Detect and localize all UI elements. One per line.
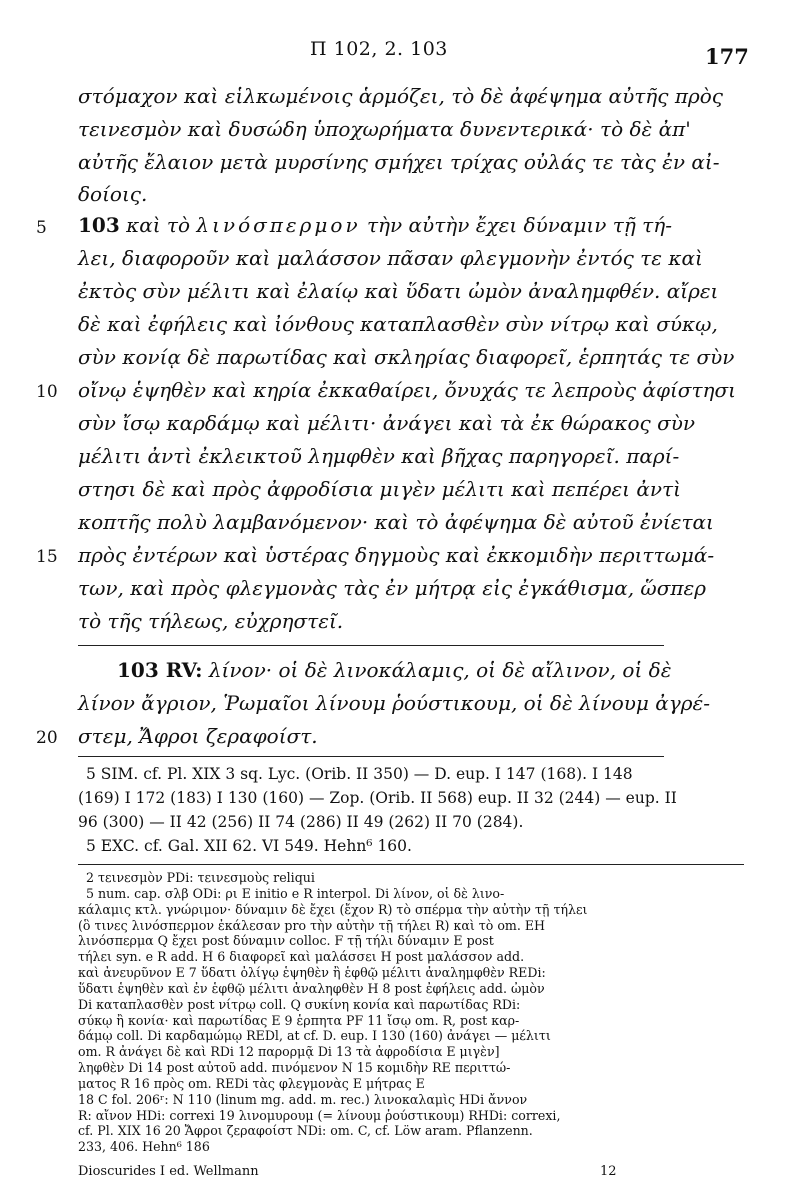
text-line: δοίοις. [78,182,148,206]
testimonia-line: 96 (300) — II 42 (256) II 74 (286) II 49 (262) II 70 (284). [78,813,524,831]
text-fragment: καὶ τὸ [126,213,191,237]
apparatus-line: ληφθὲν Di 14 post αὐτοῦ add. πινόμενον N 15 κομιδὴν RE περιττώ- [78,1060,511,1075]
rv-label: 103 RV: [117,658,203,682]
apparatus-line: cf. Pl. XIX 16 20 Ἄφροι ζεραφοίστ NDi: om. C, cf. Löw aram. Pflanzenn. [78,1123,533,1139]
rv-line: λίνον ἄγριον, Ῥωμαῖοι λίνουμ ῥούστικουμ, οἱ δὲ λίνουμ ἀγρέ- [78,691,710,715]
text-line: στόμαχον καὶ εἱλκωμένοις ἁρμόζει, τὸ δὲ ἀφέψημα αὐτῆς πρὸς [78,84,723,108]
apparatus-line: R: αἴνον HDi: correxi 19 λινομυρουμ (= λίνουμ ῥούστικουμ) RHDi: correxi, [78,1107,561,1123]
section-divider [78,864,744,865]
text-line: σὺν κονίᾳ δὲ παρωτίδας καὶ σκληρίας διαφορεῖ, ἑρπητάς τε σὺν [78,345,735,369]
text-line: αὐτῆς ἔλαιον μετὰ μυρσίνης σμήχει τρίχας οὐλάς τε τὰς ἐν αἰ- [78,150,720,174]
apparatus-line: λινόσπερμα Q ἔχει post δύναμιν colloc. F τῇ τήλι δύναμιν E post [78,933,494,949]
rv-text: λίνον· οἱ δὲ λινοκάλαμις, οἱ δὲ αἴλινον, οἱ δὲ [208,658,672,682]
text-line: πρὸς ἐντέρων καὶ ὑστέρας δηγμοὺς καὶ ἐκκομιδὴν περιττωμά- [78,543,715,567]
testimonia-line: 5 SIM. cf. Pl. XIX 3 sq. Lyc. (Orib. II 350) — D. eup. I 147 (168). I 148 [86,765,633,783]
line-number: 15 [36,547,58,567]
apparatus-line: 18 C fol. 206ʳ: N 110 (linum mg. add. m. rec.) λινοκαλαμὶς HDi ἄννον [78,1091,528,1107]
rv-line: στεμ, Ἄφροι ζεραφοίστ. [78,724,318,748]
apparatus-line: (ὃ τινες λινόσπερμον ἐκάλεσαν pro τὴν αὐτὴν τῇ τήλει R) καὶ τὸ om. EH [78,917,546,933]
lemma-spaced: λινόσπερμον [196,213,361,237]
apparatus-line: σύκῳ ἢ κονία· καὶ παρωτίδας E 9 ἑρπητα PF 11 ἴσῳ om. R, post καρ- [78,1012,520,1028]
section-divider [78,645,664,646]
apparatus-line: κάλαμις κτλ. γνώριμον· δύναμιν δὲ ἔχει (ἔχον R) τὸ σπέρμα τὴν αὐτὴν τῇ τήλει [78,901,588,917]
chapter-number: 103 [78,213,120,237]
text-line: σὺν ἴσῳ καρδάμῳ καὶ μέλιτι· ἀνάγει καὶ τὰ ἐκ θώρακος σὺν [78,411,696,435]
apparatus-line: 233, 406. Hehn⁶ 186 [78,1139,210,1155]
apparatus-line: τήλει syn. e R add. H 6 διαφορεῖ καὶ μαλάσσει H post μαλάσσον add. [78,949,525,965]
section-divider [78,756,664,757]
text-line: των, καὶ πρὸς φλεγμονὰς τὰς ἐν μήτρᾳ εἰς ἐγκάθισμα, ὥσπερ [78,576,707,600]
apparatus-line: ὕδατι ἑψηθὲν καὶ ἐν ἑφθῷ μέλιτι ἀναληφθὲν H 8 post ἐφήλεις add. ὠμὸν [78,980,545,996]
line-number: 20 [36,728,58,748]
text-line: ἐκτὸς σὺν μέλιτι καὶ ἐλαίῳ καὶ ὕδατι ὠμὸν ἀναλημφθέν. αἴρει [78,279,719,303]
footer-signature: Dioscurides I ed. Wellmann [78,1164,259,1179]
text-line: τεινεσμὸν καὶ δυσώδη ὑποχωρήματα δυνεντερικά· τὸ δὲ ἀπ' [78,117,691,141]
running-title: Π 102, 2. 103 [310,38,448,60]
line-number: 10 [36,382,58,402]
apparatus-line: καὶ ἀνευρῦνον E 7 ὕδατι ὀλίγῳ ἑψηθὲν ἢ ἑφθῷ μέλιτι ἀναλημφθὲν REDi: [78,965,546,980]
testimonia-line: (169) I 172 (183) I 130 (160) — Zop. (Orib. II 568) eup. II 32 (244) — eup. II [78,789,677,807]
text-line: τὸ τῆς τήλεως, εὐχρηστεῖ. [78,609,344,633]
line-number: 5 [36,218,47,238]
text-line: κοπτῆς πολὺ λαμβανόμενον· καὶ τὸ ἀφέψημα δὲ αὐτοῦ ἐνίεται [78,510,714,534]
text-line: λει, διαφοροῦν καὶ μαλάσσον πᾶσαν φλεγμονὴν ἐντός τε καὶ [78,246,703,270]
rv-line [117,658,777,682]
apparatus-line: 5 num. cap. σλβ ODi: ρι E initio e R interpol. Di λίνον, οἱ δὲ λινο- [86,885,505,901]
apparatus-line: Di καταπλασθὲν post νίτρῳ coll. Q συκίνη κονία καὶ παρωτίδας RDi: [78,996,521,1012]
footer-sheet-number: 12 [600,1164,617,1179]
text-line: στησι δὲ καὶ πρὸς ἀφροδίσια μιγὲν μέλιτι καὶ πεπέρει ἀντὶ [78,477,681,501]
apparatus-line: δάμῳ coll. Di καρδαμώμῳ REDl, at cf. D. eup. I 130 (160) ἀνάγει — μέλιτι [78,1028,551,1044]
text-line: δὲ καὶ ἐφήλεις καὶ ἰόνθους καταπλασθὲν σὺν νίτρῳ καὶ σύκῳ, [78,312,718,336]
apparatus-line: 2 τεινεσμὸν PDi: τεινεσμοὺς reliqui [86,870,315,885]
apparatus-line: ματος R 16 πρὸς om. REDi τὰς φλεγμονὰς E μήτρας E [78,1075,425,1091]
testimonia-line: 5 EXC. cf. Gal. XII 62. VI 549. Hehn⁶ 160. [86,837,412,855]
chapter-103-start [78,213,738,237]
text-line: οἴνῳ ἑψηθὲν καὶ κηρία ἐκκαθαίρει, ὄνυχάς τε λεπροὺς ἀφίστησι [78,378,736,402]
page-number: 177 [705,44,749,69]
text-fragment: τὴν αὐτὴν ἔχει δύναμιν τῇ τή- [366,213,672,237]
text-line: μέλιτι ἀντὶ ἐκλεικτοῦ λημφθὲν καὶ βῆχας παρηγορεῖ. παρί- [78,444,680,468]
apparatus-line: om. R ἀνάγει δὲ καὶ RDi 12 παρορμᾷ Di 13 τὰ ἀφροδίσια E μιγὲν] [78,1044,500,1060]
